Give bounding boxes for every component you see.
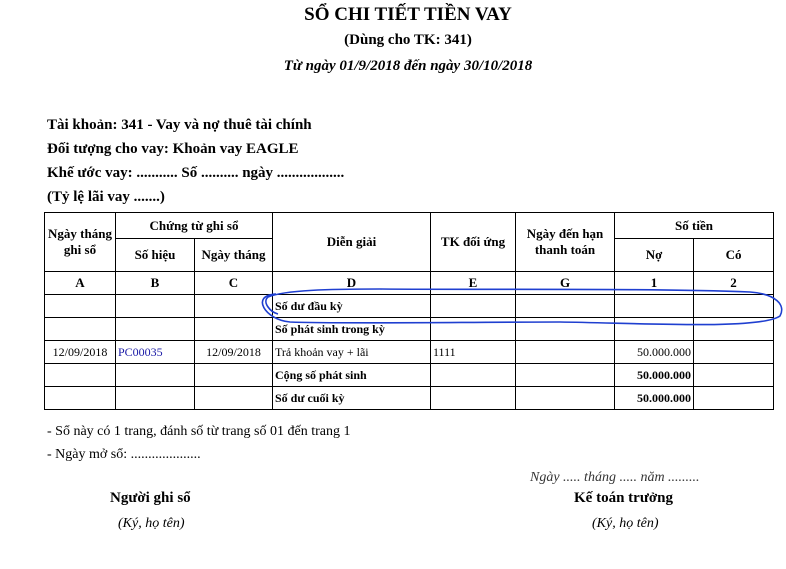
row-description: Số dư cuối kỳ [273, 387, 431, 410]
interest-rate-line: (Tỷ lệ lãi vay .......) [47, 189, 165, 205]
header-posting-date: Ngày tháng ghi sổ [45, 213, 116, 272]
row-debit: 50.000.000 [615, 341, 694, 364]
document-title: SỔ CHI TIẾT TIỀN VAY [304, 4, 512, 25]
row-voucher-no[interactable]: PC00035 [116, 341, 195, 364]
recorder-title: Người ghi sổ [110, 490, 191, 506]
header-credit: Có [694, 239, 774, 272]
code-cell: C [195, 272, 273, 295]
code-cell: 1 [615, 272, 694, 295]
row-description: Số dư đầu kỳ [273, 295, 431, 318]
row-debit: 50.000.000 [615, 387, 694, 410]
header-due-date: Ngày đến hạn thanh toán [516, 213, 615, 272]
code-cell: G [516, 272, 615, 295]
lender-line: Đối tượng cho vay: Khoản vay EAGLE [47, 141, 299, 157]
header-voucher-no: Số hiệu [116, 239, 195, 272]
chief-accountant-title: Kế toán trưởng [574, 490, 673, 506]
header-voucher: Chứng từ ghi sổ [116, 213, 273, 239]
header-contra-account: TK đối ứng [431, 213, 516, 272]
code-cell: A [45, 272, 116, 295]
row-voucher-date: 12/09/2018 [195, 341, 273, 364]
document-subtitle: (Dùng cho TK: 341) [344, 32, 472, 48]
code-cell: B [116, 272, 195, 295]
row-date: 12/09/2018 [45, 341, 116, 364]
row-description: Cộng số phát sinh [273, 364, 431, 387]
contract-line: Khế ước vay: ........... Số .......... ngày .................. [47, 165, 345, 181]
header-debit: Nợ [615, 239, 694, 272]
account-line: Tài khoản: 341 - Vay và nợ thuê tài chính [47, 117, 312, 133]
row-debit: 50.000.000 [615, 364, 694, 387]
pages-note: - Sổ này có 1 trang, đánh số từ trang số 01 đến trang 1 [47, 424, 351, 439]
freehand-loop [262, 289, 781, 325]
recorder-hint: (Ký, họ tên) [118, 516, 185, 531]
row-description: Trả khoản vay + lãi [273, 341, 431, 364]
header-description: Diễn giải [273, 213, 431, 272]
row-description: Số phát sinh trong kỳ [273, 318, 431, 341]
opening-date-note: - Ngày mở sổ: .................... [47, 447, 201, 462]
signature-date-line: Ngày ..... tháng ..... năm ......... [530, 470, 700, 485]
code-cell: E [431, 272, 516, 295]
date-range: Từ ngày 01/9/2018 đến ngày 30/10/2018 [283, 58, 533, 74]
code-cell: 2 [694, 272, 774, 295]
header-amount: Số tiền [615, 213, 774, 239]
code-cell: D [273, 272, 431, 295]
row-contra-account: 1111 [431, 341, 516, 364]
chief-accountant-hint: (Ký, họ tên) [592, 516, 659, 531]
header-voucher-date: Ngày tháng [195, 239, 273, 272]
